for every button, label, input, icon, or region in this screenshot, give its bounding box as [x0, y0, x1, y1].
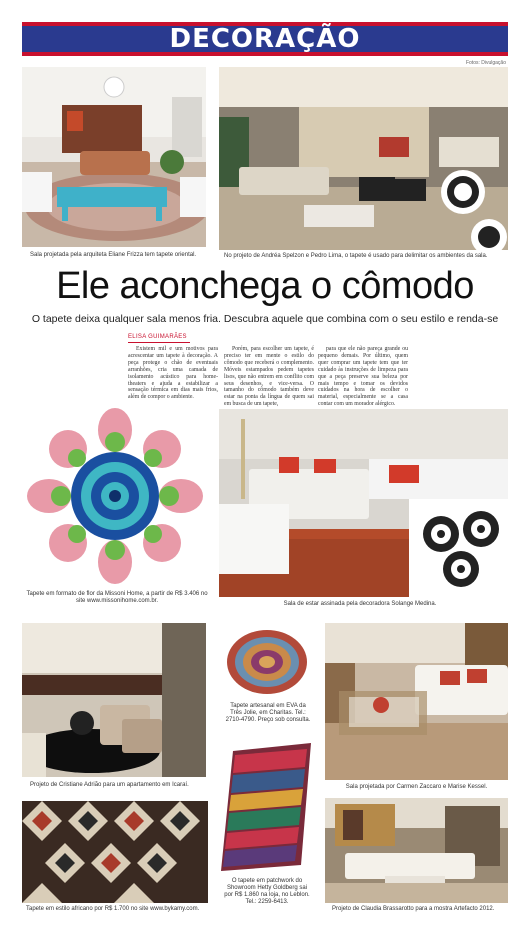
- photo-modern-living-room: [219, 67, 508, 250]
- article-column-2: [224, 346, 314, 408]
- headline: Ele aconchega o cômodo: [56, 265, 474, 307]
- article-column-3: [318, 346, 408, 408]
- subheadline: O tapete deixa qualquer sala menos fria. Descubra aquele que combina com o seu estilo e renda-se: [31, 313, 499, 325]
- caption-photo-7: Sala projetada por Carmen Zaccaro e Marise Kessel.: [345, 784, 488, 790]
- column-text: Existem mil e um motivos para acrescentar um tapete à decoração. A peça protege o chão de eventuais arranhões, cria uma camada de isolamento acústico para home-theaters e ajuda a estabilizar a sensação térmica em dias mais frios, além de compor o ambiente.: [128, 346, 218, 401]
- caption-photo-5: Projeto de Cristiane Adrião para um apartamento em Icaraí.: [30, 782, 189, 788]
- caption-photo-2: No projeto de Andréa Spelzon e Pedro Lima, o tapete é usado para delimitar os ambientes da sala.: [224, 253, 488, 259]
- column-text: Porém, para escolher um tapete, é preciso ter em mente o estilo do cômodo que receberá o complemento. Móveis estampados pedem tapetes lisos, que não entrem em conflito com seus desenhos, e vice-versa. O tamanho do cômodo também deve estar na ponta da língua de quem sai em busca de um tapete,: [224, 346, 314, 408]
- photo-african-style-rug: [22, 801, 208, 903]
- caption-photo-10: Projeto de Claudia Brassarotto para a mostra Artefacto 2012.: [332, 906, 495, 912]
- column-text: para que ele não pareça grande ou pequeno demais. Por último, quem quer comprar um tapete tem que ter cuidado às instruções de limpeza para que a peça preserve sua beleza por mais tempo e tomar os devidos cuidados na hora de escolher o material, especialmente se a casa contar com um morador alérgico.: [318, 346, 408, 408]
- photo-eva-round-rug: [222, 626, 312, 698]
- photo-flower-rug: [22, 403, 208, 589]
- photo-apartment-icarai: [22, 623, 206, 777]
- byline-rule: [128, 342, 190, 343]
- byline: ELISA GUIMARÃES: [128, 334, 187, 340]
- caption-photo-1: Sala projetada pela arquiteta Eliane Frizza tem tapete oriental.: [30, 252, 197, 258]
- caption-photo-6: Tapete artesanal em EVA da Três Jolie, em Charitas. Tel.: 2710-4790. Preço sob consulta.: [225, 703, 311, 723]
- photo-zaccaro-kessel-room: [325, 623, 508, 780]
- article-column-1: [128, 346, 218, 401]
- photo-credit: Fotos: Divulgação: [465, 60, 506, 66]
- caption-photo-3: Tapete em formato de flor da Missoni Home, a partir de R$ 3.406 no site www.missonihome.com.br.: [26, 591, 208, 604]
- section-banner: [22, 22, 508, 56]
- photo-living-room-oriental-rug: [22, 67, 206, 247]
- photo-brassarotto-artefacto: [325, 798, 508, 903]
- photo-living-room-patterned-chairs: [219, 409, 508, 597]
- photo-patchwork-rug: [215, 743, 315, 871]
- caption-photo-9: O tapete em patchwork do Showroom Hetty Goldberg sai por R$ 1.860 na loja, no Leblon. Tel.: 2259-6413.: [224, 878, 310, 905]
- caption-photo-4: Sala de estar assinada pela decoradora Solange Medina.: [283, 601, 437, 607]
- caption-photo-8: Tapete em estilo africano por R$ 1.700 no site www.bykamy.com.: [26, 906, 200, 912]
- section-title: DECORAÇÃO: [169, 24, 361, 54]
